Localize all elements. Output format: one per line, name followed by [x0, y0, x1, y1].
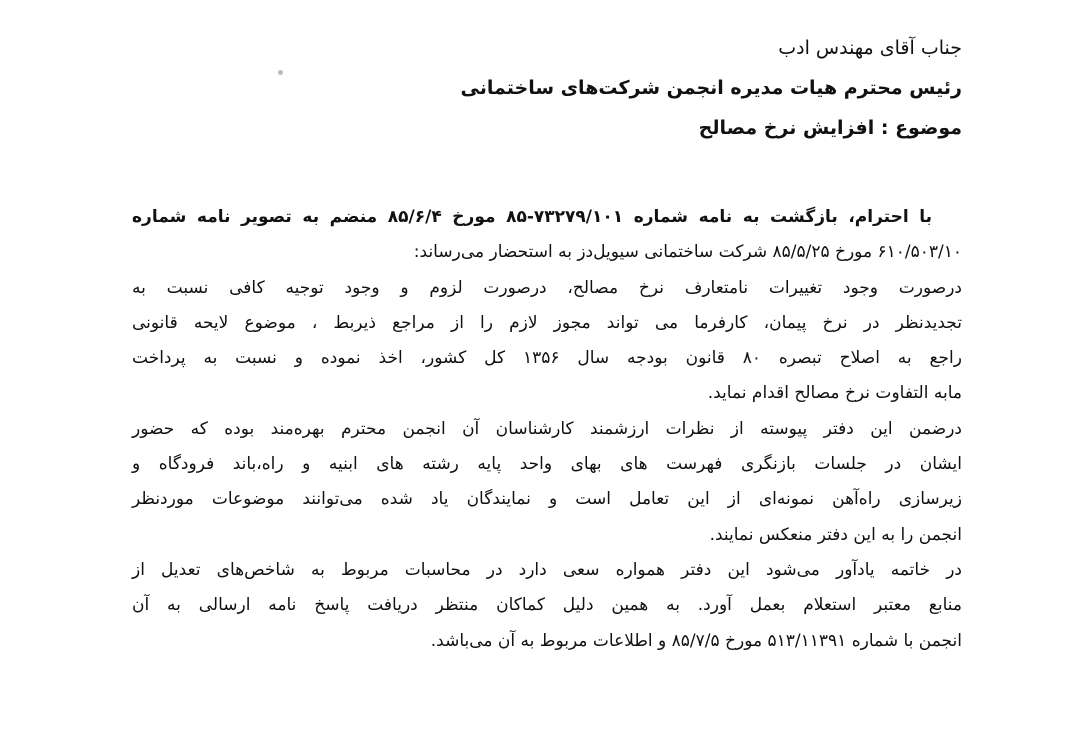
recipient-title: رئیس محترم هیات مدیره انجمن شرکت‌های ساختمانی	[460, 77, 962, 99]
body-line: تجدیدنظر در نرخ پیمان، کارفرما می تواند مجوز لازم را از مراجع ذیربط ، موضوع لایحه قانونی	[132, 312, 962, 333]
body-line: منابع معتبر استعلام بعمل آورد. به همین دلیل کماکان منتظر دریافت پاسخ نامه ارسالی به آن	[132, 595, 962, 616]
recipient-line: جناب آقای مهندس ادب	[778, 37, 962, 59]
body-line: با احترام، بازگشت به نامه شماره ۷۳۲۷۹/۱۰۱-۸۵ مورخ ۸۵/۶/۴ منضم به تصویر نامه شماره	[132, 207, 933, 227]
body-line: انجمن با شماره ۵۱۳/۱۱۳۹۱ مورخ ۸۵/۷/۵ و اطلاعات مربوط به آن می‌باشد.	[430, 630, 962, 651]
body-line: مابه التفاوت نرخ مصالح اقدام نماید.	[707, 383, 962, 404]
body-line: زیرسازی راه‌آهن نمونه‌ای از این تعامل است و نمایندگان یاد شده می‌توانند موضوعات موردنظر	[132, 489, 962, 510]
body-line: راجع به اصلاح تبصره ۸۰ قانون بودجه سال ۱۳۵۶ کل کشور، اخذ نموده و نسبت به پرداخت	[132, 348, 962, 369]
subject-line: موضوع : افزایش نرخ مصالح	[698, 117, 962, 139]
body-line: درصورت وجود تغییرات نامتعارف نرخ مصالح، درصورت لزوم و وجود توجیه کافی نسبت به	[132, 277, 962, 298]
body-line: انجمن را به این دفتر منعکس نمایند.	[709, 524, 962, 545]
body-line: درضمن این دفتر پیوسته از نظرات ارزشمند کارشناسان آن انجمن محترم بهره‌مند بوده که حضور	[132, 418, 962, 439]
letter-header	[262, 28, 962, 148]
letter-body	[132, 200, 962, 659]
body-line: در خاتمه یادآور می‌شود این دفتر همواره سعی دارد در محاسبات مربوط به شاخص‌های تعدیل از	[132, 559, 962, 580]
body-line: ایشان در جلسات بازنگری فهرست های بهای واحد پایه رشته های ابنیه و راه،باند فرودگاه و	[132, 454, 962, 475]
body-line: ۶۱۰/۵۰۳/۱۰ مورخ ۸۵/۵/۲۵ شرکت ساختمانی سیویل‌دز به استحضار می‌رساند:	[413, 242, 962, 263]
